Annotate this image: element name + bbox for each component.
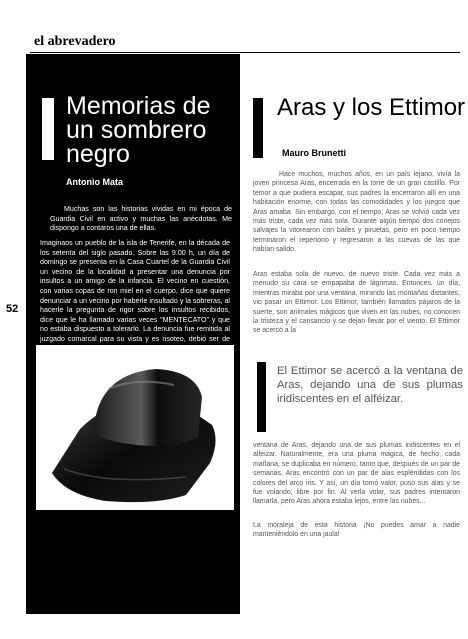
right-paragraph-4: La moraleja de esta historia ¡No puedes amar a nadie manteniéndolo en una jaula!: [253, 522, 460, 539]
right-paragraph-1: Hace muchos, muchos años, en un país lejano, vivía la joven princesa Aras, encerrada en la torre de un gran castillo. Por temor a que pudiera escapar, sus padres la encerraron allí en una habitación enorme, con todas las comodidades y los juegos que Aras amaba. Sin embargo, con el tiempo, Aras se volvió cada vez más triste, cada vez más sola. Durante algún tiempo dos conejos salvajes la vitorearon con bailes y piruetas, pero en poco tiempo terminaron el repertorio y regresaron a las cuevas de las que habían salido.: [253, 171, 460, 254]
title-bar: [253, 98, 263, 158]
title-bar: [42, 98, 54, 160]
pull-quote-bar: [257, 362, 266, 432]
right-article: [245, 54, 468, 639]
left-article: [26, 54, 240, 614]
header-rule: [30, 52, 460, 53]
right-article-author: Mauro Brunetti: [282, 148, 346, 158]
left-article-author: Antonio Mata: [66, 177, 123, 187]
left-paragraph-1: Muchas son las historias vividas en mi época de Guardia Civil en activo y muchas las anécdotas. Me dispongo a contaros una de ellas.: [50, 205, 232, 233]
page-number: 52: [6, 303, 19, 315]
pull-quote: [253, 362, 463, 436]
section-title: el abrevadero: [34, 34, 116, 49]
right-paragraph-3: ventana de Aras, dejando una de sus plumas iridiscentes en el alféizar. Naturalmente, era una pluma mágica, de hecho, cada mañana, se duplicaba en número, tanto que, después de un par de semanas, Aras encontró con un par de alas espléndidas con los colores del arco iris. Y así, un día tomó valor, puso sus alas y se fue volando, libre por fin. Al verla volar, sus padres intentaron llamarla, pero Aras ahora estaba lejos, entre las nubes...: [253, 442, 460, 506]
tricorn-hat-image: [36, 345, 234, 510]
hat-photo: [36, 345, 234, 510]
right-paragraph-2: Aras estaba sola de nuevo, de nuevo triste. Cada vez más a menudo su cara se empapaba de lágrimas. Entonces, un día, mientras miraba por una ventana, mirando las montañas distantes, vio pasar un Ettimor. Los Ettimor, también llamados pájaros de la suerte, son animales mágicos que viven en las nubes, no conocen la tristeza y el cansancio y se dejan llevar por el viento. El Ettimor se acercó a la: [253, 271, 460, 335]
pull-quote-text: El Ettimor se acercó a la ventana de Aras, dejando una de sus plumas iridiscentes en el alféizar.: [277, 365, 463, 405]
left-paragraph-2: Imaginaos un pueblo de la isla de Tenerife, en la década de los setenta del siglo pasado. Sobre las 9.00 h, un día de domingo se presenta en la Casa Cuartel de la Guardia Civil un vecino de la localidad a presentar una denuncia por insultos a un amigo de la infancia. El vecino en cuestión, con varias copas de ron miel en el cuerpo, dice que quiere denunciar a un vecino por haberle insultado y la sobreras, al hacerle la pregunta de rigor sobre los insultos recibidos, dice que le ha llamado varias veces "MENTECATO" y que no estaba dispuesto a tolerarlo. La denuncia fue remitida al juzgado comarcal para su vista y es risoteo, debió ser de: [40, 239, 230, 343]
left-article-title: Memorias de un sombrero negro: [66, 92, 211, 168]
right-article-title: Aras y los Ettimor: [277, 94, 466, 121]
header: [0, 0, 468, 50]
